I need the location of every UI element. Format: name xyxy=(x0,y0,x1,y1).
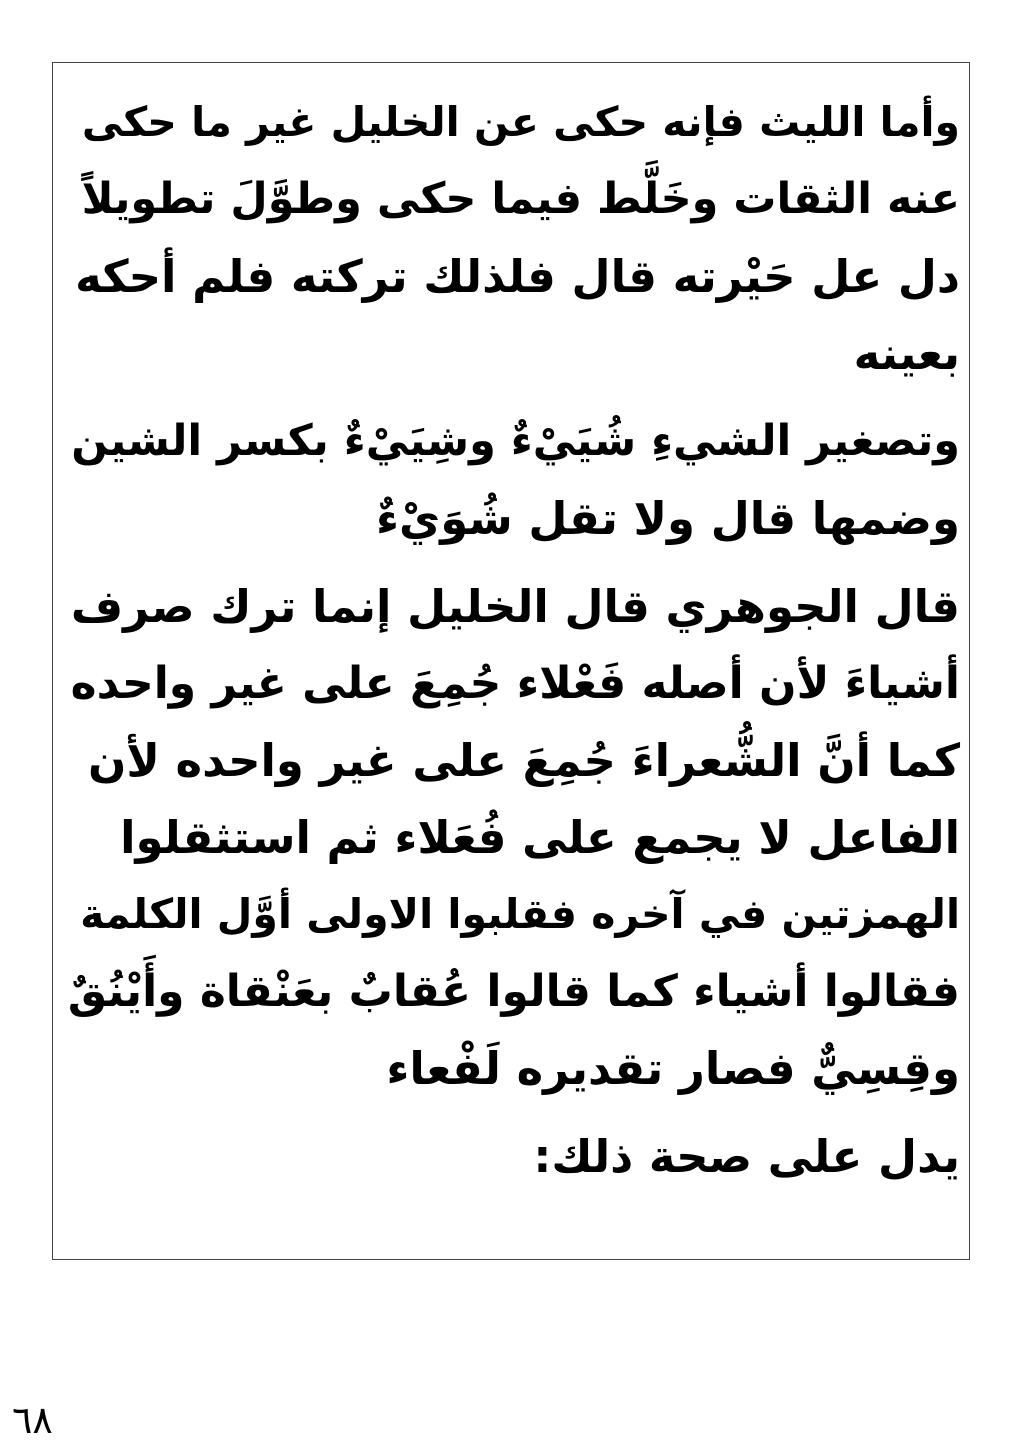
text-line: فقالوا أشياء كما قالوا عُقابٌ بعَنْقاة وأَيْنُقٌ xyxy=(67,966,960,1017)
text-line: يدل على صحة ذلك: xyxy=(533,1130,960,1183)
text-line: عنه الثقات وخَلَّط فيما حكى وطوَّلَ تطويلاً xyxy=(81,174,960,224)
text-line: قال الجوهري قال الخليل إنما ترك صرف xyxy=(70,580,960,633)
paragraph-jawhari xyxy=(62,568,960,1107)
text-line: وأما الليث فإنه حكى عن الخليل غير ما حكى xyxy=(81,98,960,146)
paragraph-evidence xyxy=(62,1118,960,1195)
paragraph-tasghir xyxy=(62,403,960,557)
paragraph-laith xyxy=(62,84,960,392)
text-line: أشياءَ لأن أصله فَعْلاء جُمِعَ على غير واحده xyxy=(70,658,960,709)
text-line: كما أنَّ الشُّعراءَ جُمِعَ على غير واحده لأن xyxy=(87,734,960,787)
text-line: وتصغير الشيءِ شُيَيْءٌ وشِيَيْءٌ بكسر الشين xyxy=(71,416,960,466)
paragraph-gap xyxy=(62,392,960,403)
text-line: وقِسِيٌّ فصار تقديره لَفْعاء xyxy=(386,1042,960,1095)
text-line: دل عل حَيْرته قال فلذلك تركته فلم أحكه xyxy=(75,250,960,303)
paragraph-gap xyxy=(62,557,960,568)
text-line: وضمها قال ولا تقل شُوَيْءٌ xyxy=(376,492,960,545)
page-number: ٦٨ xyxy=(12,1398,53,1442)
text-line: الفاعل لا يجمع على فُعَلاء ثم استثقلوا xyxy=(120,811,960,864)
text-line: الهمزتين في آخره فقلبوا الاولى أوَّل الكلمة xyxy=(80,890,960,938)
text-body xyxy=(62,84,960,1195)
text-line: بعينه xyxy=(853,327,960,380)
paragraph-gap xyxy=(62,1107,960,1118)
